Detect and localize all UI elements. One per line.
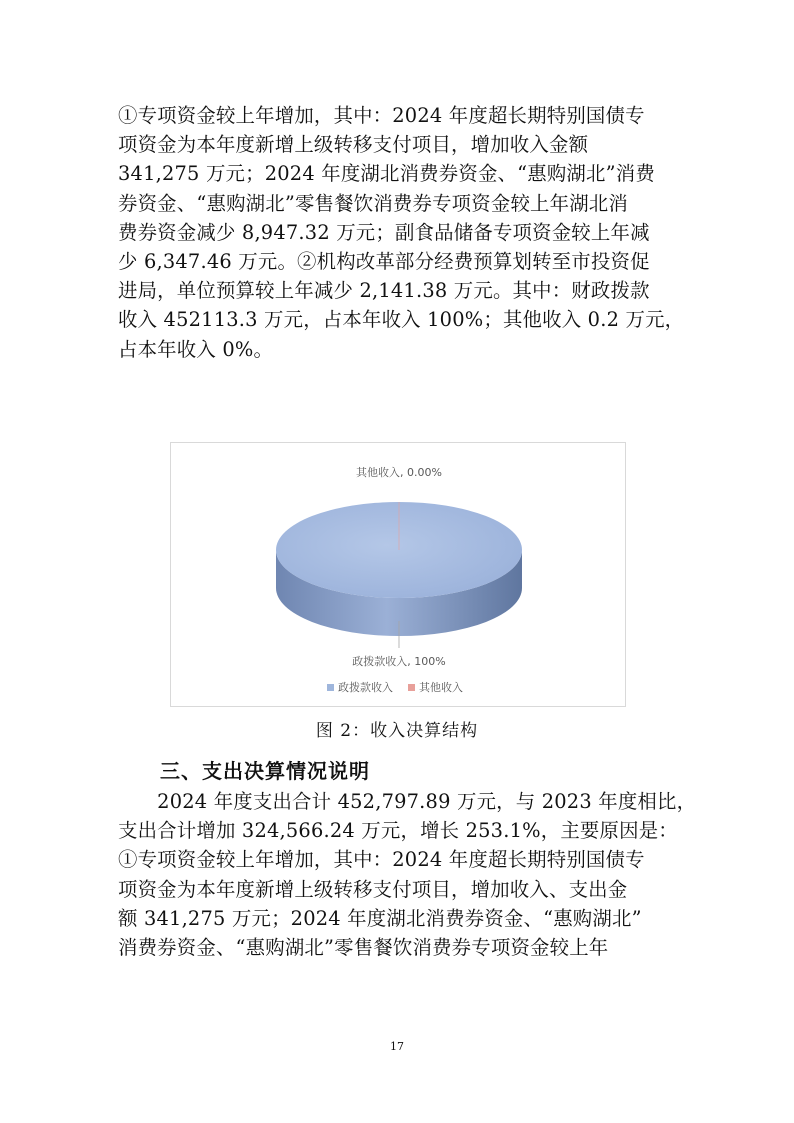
text-line: 占本年收入 0%。	[118, 337, 274, 361]
legend-swatch-main	[327, 684, 334, 691]
legend-swatch-other	[408, 684, 415, 691]
text-line: 项资金为本年度新增上级转移支付项目，增加收入、支出金	[118, 877, 628, 901]
text-line: 项资金为本年度新增上级转移支付项目，增加收入金额	[118, 133, 589, 157]
text-line: 341,275 万元；2024 年度湖北消费券资金、“惠购湖北”消费	[118, 162, 655, 186]
text-line: 支出合计增加 324,566.24 万元，增长 253.1%，主要原因是：	[118, 819, 678, 843]
text-line: 费券资金减少 8,947.32 万元；副食品储备专项资金较上年减	[118, 220, 650, 244]
text-line: ①专项资金较上年增加，其中：2024 年度超长期特别国债专	[118, 104, 645, 127]
legend-label-main: 政拨款收入	[338, 681, 393, 694]
page-number: 17	[390, 1040, 404, 1053]
income-pie-chart	[170, 442, 626, 707]
text-line: 收入 452113.3 万元，占本年收入 100%；其他收入 0.2 万元，	[118, 308, 685, 332]
figure-caption: 图 2：收入决算结构	[315, 721, 479, 741]
body-paragraph-expenditure	[118, 787, 697, 962]
text-line: 额 341,275 万元；2024 年度湖北消费券资金、“惠购湖北”	[118, 906, 642, 930]
text-line: 进局，单位预算较上年减少 2,141.38 万元。其中：财政拨款	[118, 279, 650, 303]
text-line: 2024 年度支出合计 452,797.89 万元，与 2023 年度相比，	[118, 790, 697, 813]
text-line: 少 6,347.46 万元。②机构改革部分经费预算划转至市投资促	[118, 250, 650, 274]
body-paragraph-income	[118, 101, 685, 364]
pie-chart-svg	[171, 443, 627, 708]
section-heading: 三、支出决算情况说明	[160, 759, 370, 783]
text-line: 消费券资金、“惠购湖北”零售餐饮消费券专项资金较上年	[118, 936, 609, 960]
data-label-other: 其他收入, 0.00%	[356, 466, 442, 479]
text-line: 券资金、“惠购湖北”零售餐饮消费券专项资金较上年湖北消	[118, 191, 628, 215]
legend-label-other: 其他收入	[419, 681, 463, 694]
text-line: ①专项资金较上年增加，其中：2024 年度超长期特别国债专	[118, 848, 645, 872]
data-label-main: 政拨款收入, 100%	[352, 655, 446, 668]
